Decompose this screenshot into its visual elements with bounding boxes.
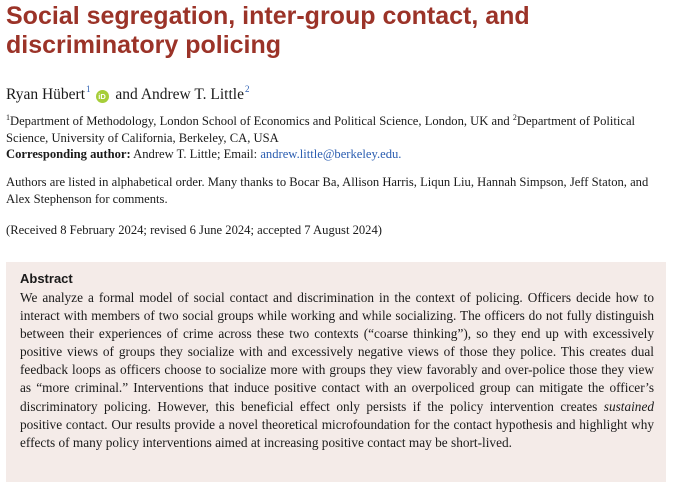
affiliation-sup-1: 1 <box>6 113 10 122</box>
corresponding-author-label: Corresponding author: <box>6 147 131 161</box>
affiliation-berkeley: Department of Political Science, University of California, Berkeley, CA, USA <box>6 114 636 145</box>
received-dates: (Received 8 February 2024; revised 6 June 2024; accepted 7 August 2024) <box>6 223 382 237</box>
affiliation-marker-1[interactable]: 1 <box>86 84 91 94</box>
abstract-text-end: positive contact. Our results provide a novel theoretical microfoundation for the contact hypothesis and highlight why effects of many policy interventions aimed at increasing positive contact may be short-lived. <box>20 416 654 450</box>
affiliation-lse: Department of Methodology, London School of Economics and Political Science, London, UK and <box>10 114 513 128</box>
author-line <box>6 79 249 105</box>
author-name-little[interactable]: Andrew T. Little <box>140 86 244 103</box>
orcid-icon[interactable]: iD <box>96 90 109 103</box>
email-period: . <box>398 147 402 161</box>
abstract-text <box>20 289 654 452</box>
article-title: Social segregation, inter-group contact, and discriminatory policing <box>6 2 530 59</box>
author-connector: and <box>115 86 138 103</box>
affiliation-sup-2: 2 <box>512 113 517 122</box>
abstract-box <box>6 262 666 482</box>
acknowledgements: Authors are listed in alphabetical order. Many thanks to Bocar Ba, Allison Harris, Liqun Liu, Hannah Simpson, Jeff Staton, and Alex Stephenson for comments. <box>6 175 649 206</box>
email-link[interactable]: andrew.little@berkeley.edu <box>260 147 399 161</box>
abstract-emphasis: sustained <box>603 398 654 414</box>
abstract-heading: Abstract <box>20 271 73 286</box>
abstract-text-main: We analyze a formal model of social contact and discrimination in the context of policing. Officers decide how to interact with members of two social groups while working and while socializing. The officers do not fully distinguish between their experiences of crime across these two contexts (“coarse thinking”), so they end up with excessively positive views of groups they socialize with and excessively negative views of those they police. This creates dual feedback loops as officers choose to socialize more with groups they view favorably and over-police those they view as “more criminal.” Interventions that induce positive contact with an overpoliced group can mitigate the officer’s discriminatory policing. However, this beneficial effect only persists if the policy intervention creates <box>20 290 654 414</box>
affiliation-marker-2[interactable]: 2 <box>244 84 250 94</box>
affiliations <box>6 110 670 163</box>
author-name-hubert[interactable]: Ryan Hübert <box>6 86 86 103</box>
corresponding-author-text: Andrew T. Little; Email: <box>133 147 258 161</box>
